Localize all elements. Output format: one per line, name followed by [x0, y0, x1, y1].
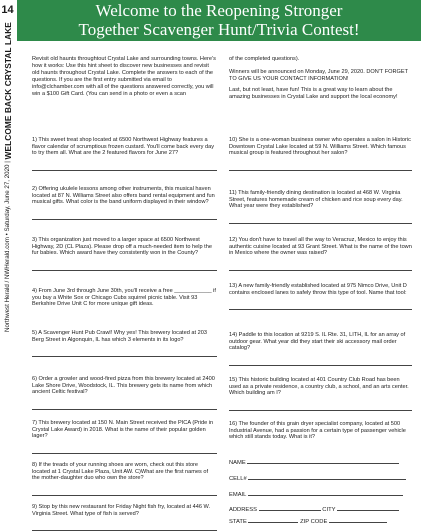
contact-address-row — [229, 504, 412, 514]
contact-address-label: ADDRESS — [229, 507, 258, 513]
question-text: 16) The founder of this grain dryer specialist company, located at 500 Industrial Avenue, had a passion for a certain type of passenger vehicle which still stands today. What is it? — [229, 420, 406, 441]
sidebar-date: Saturday, June 27, 2020 — [4, 164, 11, 232]
answer-line[interactable] — [229, 403, 412, 411]
question-text: 7) This brewery located at 150 N. Main Street received the PICA (Pride in Crystal Lake Award) in 2018. What is the name of their popular golden lager? — [32, 419, 214, 440]
contact-name-field[interactable] — [247, 457, 399, 464]
question-text: 12) You don't have to travel all the way to Veracruz, Mexico to enjoy this authentic cuisine located at 93 Grant Street. What is the name of the town in Mexico where the owner was raised? — [229, 236, 412, 257]
answer-line[interactable] — [32, 349, 217, 357]
answer-line[interactable] — [32, 446, 217, 454]
closing-note: Last, but not least, have fun! This is a great way to learn about the amazing businesses in Crystal Lake and support the local economy! — [229, 86, 398, 100]
question-text: 5) A Scavenger Hunt Pub Crawl! Why yes! This brewery located at 203 Berg Street in Algonquin, IL has which 3 elements in its logo? — [32, 329, 207, 343]
answer-line[interactable] — [229, 163, 412, 171]
title-banner — [17, 0, 421, 41]
question-text: 10) She is a one-woman business owner who operates a salon in Historic Downtown Crystal Lake located at 59 N. Williams Street. Which famous musical group is featured throughout her salon? — [229, 136, 411, 157]
contact-zip-field[interactable] — [329, 516, 387, 523]
question-4 — [32, 282, 217, 314]
sidebar-publication: Northwest Herald / NWHerald.com — [4, 237, 11, 332]
contact-state-row — [229, 516, 412, 526]
question-12 — [229, 231, 412, 271]
question-6 — [32, 370, 217, 410]
answer-line[interactable] — [32, 523, 217, 531]
contact-cell-label: CELL# — [229, 476, 247, 482]
question-13 — [229, 277, 412, 310]
contact-email-label: EMAIL — [229, 492, 247, 498]
page-number: 14 — [1, 4, 14, 16]
question-text: 15) This historic building located at 401 Country Club Road has been used as a private residence, a country club, a school, and an arts center. Which building am I? — [229, 376, 409, 397]
question-text: 14) Paddle to this location at 9219 S. IL Rte. 31, LITH, IL for an array of outdoor gear. What year did they start their ski accessory mail order catalog? — [229, 331, 406, 352]
intro-right-continuation: of the completed questions). — [229, 56, 300, 62]
question-16 — [229, 415, 412, 447]
winner-announcement: Winners will be announced on Monday, June 29, 2020. DON'T FORGET TO GIVE US YOUR CONTACT INFORMATION! — [229, 68, 408, 82]
contact-city-label: CITY — [322, 507, 336, 513]
contact-email-row — [229, 489, 412, 499]
question-text: 6) Order a growler and wood-fired pizza from this brewery located at 2400 Lake Shore Drive, Woodstock, IL. This brewery gets its name from which ancient Celtic festival? — [32, 375, 215, 396]
contact-cell-row — [229, 473, 412, 483]
question-14 — [229, 326, 412, 366]
question-5 — [32, 324, 217, 357]
contact-name-label: NAME — [229, 460, 246, 466]
question-text: 4) From June 3rd through June 30th, you'll receive a free ____________ if you buy a White Sox or Chicago Cubs squirrel picnic table. Visit 93 Berkshire Drive Unit C for more unique gift ideas. — [32, 287, 216, 308]
contact-zip-label: ZIP CODE — [300, 519, 328, 525]
contact-cell-field[interactable] — [248, 473, 406, 480]
contact-state-field[interactable] — [248, 516, 298, 523]
question-1 — [32, 131, 217, 171]
question-9 — [32, 498, 217, 531]
banner-title-line-2: Together Scavenger Hunt/Trivia Contest! — [78, 20, 360, 39]
intro-text-left: Revisit old haunts throughtout Crystal Lake and surrounding towns. Here's how it works: Use this hint sheet to discover new businesses and revisit old haunts throughout Crystal Lake. Complete the answers to each of the questions. If you are the first entry submitted via email to info@clchamber.com with all of the questions answered correctly, you will win a $100 Gift Card. (You can send in a photo or even a scan — [32, 56, 216, 97]
question-8 — [32, 456, 217, 496]
answer-line[interactable] — [229, 216, 412, 224]
question-3 — [32, 231, 217, 271]
question-text: 9) Stop by this new restaurant for Friday Night fish fry, located at 446 W. Virginia Street. What type of fish is served? — [32, 503, 211, 517]
question-11 — [229, 184, 412, 224]
question-2 — [32, 180, 217, 220]
contact-state-label: STATE — [229, 519, 247, 525]
contact-address-field[interactable] — [259, 504, 321, 511]
answer-line[interactable] — [229, 263, 412, 271]
sidebar-masthead: WELCOME BACK CRYSTAL LAKE — [3, 22, 13, 160]
answer-line[interactable] — [32, 212, 217, 220]
question-text: 13) A new family-friendly established located at 975 Nimco Drive, Unit D contains enclosed lanes to safely throw this type of tool. Name that tool: — [229, 282, 407, 296]
question-7 — [32, 414, 217, 454]
answer-line[interactable] — [229, 358, 412, 366]
answer-line[interactable] — [229, 302, 412, 310]
answer-line[interactable] — [32, 488, 217, 496]
contact-name-row — [229, 457, 412, 467]
intro-text-right — [229, 56, 412, 101]
sidebar-folio: Northwest Herald / NWHerald.com • Saturday, June 27, 2020 | WELCOME BACK CRYSTAL LAKE — [3, 22, 13, 332]
page-margin-strip — [0, 0, 15, 480]
contact-email-field[interactable] — [248, 489, 403, 496]
question-15 — [229, 371, 412, 411]
question-10 — [229, 131, 412, 171]
question-text: 11) This family-friendly dining destination is located at 468 W. Virginia Street, features homemade cream of chicken and rice soup every day. What year were they established? — [229, 189, 403, 210]
answer-line[interactable] — [32, 163, 217, 171]
question-text: 3) This organization just moved to a larger space at 6500 Northwest Highway, 2D (CL Plaza). Please drop off a much-needed item to help the fur babies. Which award have they consistently won in the County? — [32, 236, 212, 257]
answer-line[interactable] — [32, 402, 217, 410]
answer-line[interactable] — [32, 263, 217, 271]
contact-city-field[interactable] — [337, 504, 399, 511]
question-text: 1) This sweet treat shop located at 6500 Northwest Highway features a flavor calendar of scrumptious frozen custard. You'll come back every day to try them all. What are the 2 featured flavors for June 27? — [32, 136, 215, 157]
question-text: 2) Offering ukulele lessons among other instruments, this musical haven located at 87 N. Williams Street also offers band rental equipment and fun musical gifts. What color is the band uniform displayed in their window? — [32, 185, 215, 206]
question-text: 8) If the treads of your running shoes are worn, check out this store located at 1 Crystal Lake Plaza, Unit AW. C)What are the first names of the mother-daughter duo who own the store? — [32, 461, 209, 482]
banner-title-line-1: Welcome to the Reopening Stronger — [95, 1, 343, 20]
